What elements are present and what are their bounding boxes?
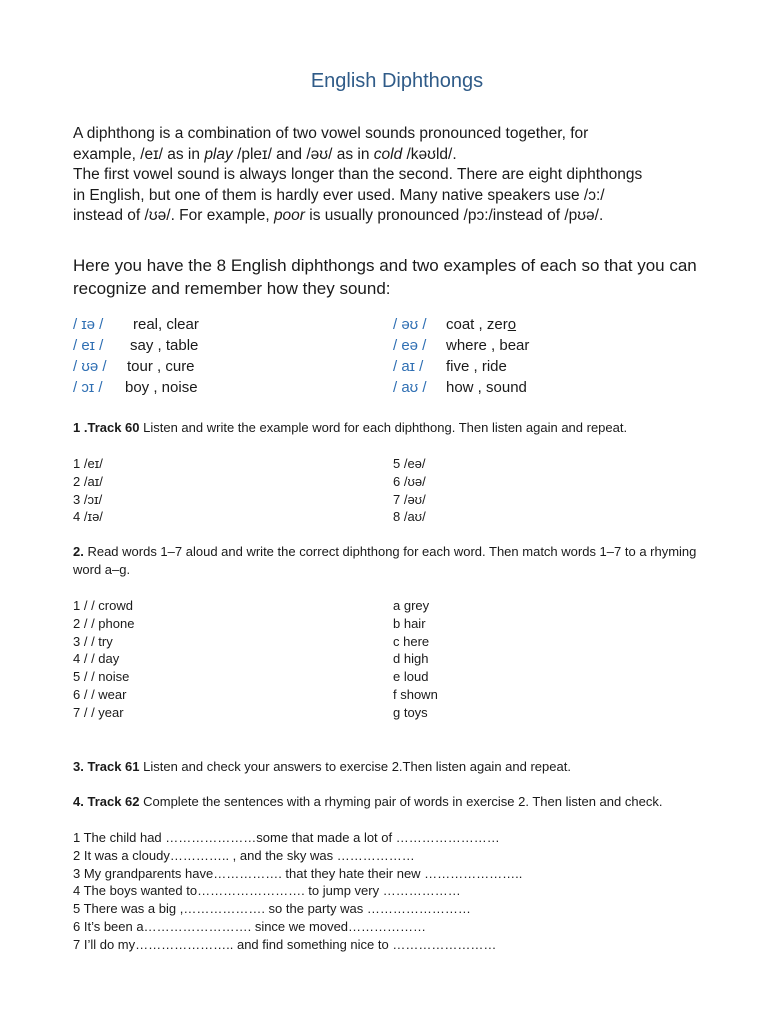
- list-item: 6 /ʊə/: [393, 473, 426, 489]
- sentence-item: 1 The child had …………………some that made a lot of ……………………: [73, 830, 500, 845]
- list-item: 1 / / crowd: [73, 598, 133, 613]
- diphthong-symbol: / ʊə /: [73, 358, 107, 375]
- example-text: coat , zer: [446, 316, 508, 333]
- diphthong-examples: real, clear: [133, 316, 199, 333]
- diphthong-row: [73, 377, 199, 398]
- exercise-text: Complete the sentences with a rhyming pair of words in exercise 2. Then listen and check.: [139, 794, 663, 809]
- sentence-item: 2 It was a cloudy………….. , and the sky was ………………: [73, 847, 415, 863]
- intro-line-2: [73, 145, 713, 166]
- list-item: 4 /ɪə/: [73, 509, 103, 525]
- diphthong-examples: how , sound: [446, 379, 527, 396]
- exercise-2-rhyme-list: [393, 597, 438, 722]
- diphthong-examples: five , ride: [446, 358, 507, 375]
- diphthong-symbol: / eɪ /: [73, 337, 104, 354]
- list-item: 7 / / year: [73, 704, 124, 720]
- diphthong-examples: boy , noise: [125, 379, 198, 396]
- list-item: 4 / / day: [73, 651, 120, 667]
- diphthong-examples: tour , cure: [127, 358, 195, 375]
- exercise-text: Read words 1–7 aloud and write the correct diphthong for each word. Then match words 1–7 to a rhyming word a–g.: [73, 544, 697, 577]
- example-word-poor: poor: [273, 207, 305, 224]
- diphthong-symbol: / aʊ /: [393, 379, 427, 396]
- list-item: 3 /ɔɪ/: [73, 491, 103, 507]
- diphthong-row: [393, 377, 529, 398]
- diphthong-examples: say , table: [130, 337, 199, 354]
- exercise-1-list-left: [73, 455, 103, 526]
- diphthong-row: [393, 335, 529, 356]
- track-label: Track 62: [87, 794, 140, 809]
- example-word-cold: cold: [373, 145, 403, 163]
- list-item: e loud: [393, 669, 429, 685]
- page-title: English Diphthongs: [310, 70, 484, 92]
- intro-text: instead of /ʊə/. For example,: [73, 207, 274, 224]
- list-item: 5 / / noise: [73, 669, 130, 685]
- exercise-2-word-list: [73, 597, 134, 722]
- intro-text: example, /eɪ/ as in: [73, 145, 205, 163]
- list-item: 2 / / phone: [73, 615, 135, 631]
- exercise-1-list-right: [393, 455, 426, 526]
- track-label: Track 61: [87, 759, 140, 774]
- list-item: a grey: [393, 598, 430, 613]
- exercise-number: 4.: [73, 794, 84, 809]
- exercise-2-instructions: [73, 543, 703, 579]
- exercise-number: 3.: [73, 759, 84, 774]
- diphthong-symbol: / eə /: [393, 337, 427, 354]
- intro-line-1: A diphthong is a combination of two vowel sounds pronounced together, for: [73, 125, 589, 142]
- track-label: Track 60: [87, 420, 140, 435]
- diphthong-symbol: / ɪə /: [73, 316, 104, 333]
- intro-paragraph: [73, 124, 713, 227]
- diphthong-row: [393, 314, 529, 335]
- intro-line-3: The first vowel sound is always longer than the second. There are eight diphthongs: [73, 166, 643, 183]
- diphthong-symbol: / əʊ /: [393, 316, 427, 333]
- diphthong-list-right: [393, 314, 529, 398]
- diphthong-examples: [446, 314, 516, 335]
- sentence-item: 5 There was a big ,………………. so the party was ……………………: [73, 901, 471, 917]
- list-item: 8 /aʊ/: [393, 509, 426, 525]
- list-item: 5 /eə/: [393, 456, 426, 471]
- sentence-item: 6 It’s been a……………………. since we moved………………: [73, 918, 427, 934]
- exercise-4-instructions: [73, 793, 703, 811]
- diphthong-row: [73, 335, 199, 356]
- sentence-item: 7 I’ll do my………………….. and find something nice to ……………………: [73, 936, 497, 952]
- list-item: g toys: [393, 704, 428, 720]
- diphthong-list-left: [73, 314, 199, 398]
- intro-text: is usually pronounced /pɔ:/instead of /pʊə/.: [304, 207, 604, 224]
- exercise-3-instructions: [73, 758, 703, 776]
- exercise-text: Listen and check your answers to exercise 2.Then listen again and repeat.: [139, 759, 571, 774]
- list-item: d high: [393, 651, 429, 667]
- diphthong-symbol: / aɪ /: [393, 358, 424, 375]
- list-item: 3 / / try: [73, 633, 113, 649]
- intro-text: /kəʊld/.: [402, 145, 457, 163]
- exercise-1-instructions: [73, 419, 703, 437]
- intro-line-4: in English, but one of them is hardly ever used. Many native speakers use /ɔ:/: [73, 186, 605, 204]
- sentence-item: 4 The boys wanted to……………………. to jump very ………………: [73, 883, 461, 899]
- diphthong-symbol: / ɔɪ /: [73, 379, 103, 396]
- exercise-number: 1 .: [73, 420, 88, 435]
- diphthong-examples: where , bear: [446, 337, 530, 354]
- exercise-text: Listen and write the example word for each diphthong. Then listen again and repeat.: [139, 420, 628, 435]
- list-item: c here: [393, 633, 430, 649]
- sentence-item: 3 My grandparents have……………. that they hate their new …………………..: [73, 865, 523, 881]
- list-item: 1 /eɪ/: [73, 456, 103, 471]
- diphthong-row: [73, 314, 199, 335]
- intro-line-5: [73, 206, 713, 227]
- diphthong-row: [73, 356, 199, 377]
- list-item: 2 /aɪ/: [73, 473, 103, 489]
- exercise-4-sentences: [73, 829, 522, 954]
- diphthong-list-intro: Here you have the 8 English diphthongs and two examples of each so that you can recognize and remember how they sound:: [73, 256, 697, 298]
- example-word-play: play: [204, 145, 233, 163]
- exercise-number: 2.: [73, 544, 84, 559]
- list-item: 7 /əʊ/: [393, 491, 426, 507]
- list-item: b hair: [393, 615, 426, 631]
- list-item: 6 / / wear: [73, 686, 127, 702]
- diphthong-row: [393, 356, 529, 377]
- intro-text: /pleɪ/ and /əʊ/ as in: [232, 145, 374, 163]
- underlined-letter: o: [507, 316, 517, 333]
- list-item: f shown: [393, 686, 438, 702]
